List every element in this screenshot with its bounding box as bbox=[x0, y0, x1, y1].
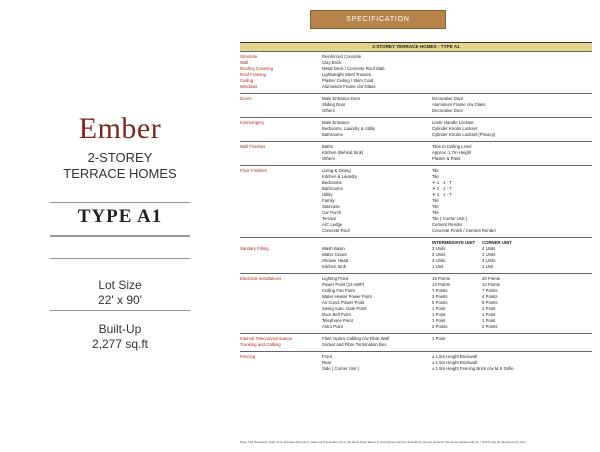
house-type-title: TYPE A1 bbox=[77, 206, 163, 227]
built-up-label: Built-Up bbox=[98, 322, 142, 336]
lot-size-label: Lot Size bbox=[98, 278, 142, 292]
spec-value: Decorative Door bbox=[432, 96, 464, 101]
spec-value: ✶ 1 · 1 · T bbox=[432, 186, 452, 191]
spec-category: Trunking and Cabling bbox=[240, 342, 281, 347]
lot-size-value: 22' x 90' bbox=[98, 293, 142, 307]
spec-item: Staircase bbox=[322, 204, 340, 209]
spec-value: 3 Points bbox=[432, 294, 448, 299]
spec-value: Tile bbox=[432, 174, 439, 179]
spec-row bbox=[240, 132, 592, 138]
spec-value: 1 Point bbox=[432, 318, 446, 323]
spec-item: Concrete Roof bbox=[322, 228, 350, 233]
spec-section bbox=[240, 165, 592, 237]
spec-value: ± 1.5m Height Brickwall bbox=[432, 360, 477, 365]
spec-row bbox=[240, 108, 592, 114]
spec-value: 7 Points bbox=[432, 288, 448, 293]
spec-category: Wall Finishes bbox=[240, 144, 266, 149]
spec-item: Terrace bbox=[322, 216, 337, 221]
spec-item: Family bbox=[322, 198, 335, 203]
spec-value: ✶ 1 · 1 · T bbox=[432, 192, 452, 197]
spec-row bbox=[240, 228, 592, 234]
spec-value-corner: 1 Unit bbox=[482, 264, 494, 269]
spec-item: Rear bbox=[322, 360, 332, 365]
spec-category: Ceiling bbox=[240, 78, 254, 83]
spec-value-corner: 2 Points bbox=[482, 324, 498, 329]
spec-item: Front bbox=[322, 354, 333, 359]
spec-category: Electrical Installations bbox=[240, 276, 282, 281]
spec-value: Aluminium Frame c/w Glass bbox=[432, 102, 486, 107]
spec-value: Cylinder Knobs Lockset bbox=[432, 126, 478, 131]
spec-value: Decorative Door bbox=[432, 108, 464, 113]
spec-category: Roofing Covering bbox=[240, 66, 274, 71]
spec-value-corner: 1 Point bbox=[482, 312, 496, 317]
spec-item: Swing Auto. Gate Point bbox=[322, 306, 367, 311]
spec-item: Wash Basin bbox=[322, 246, 345, 251]
spec-value: 5 Points bbox=[432, 300, 448, 305]
spec-value: Tile bbox=[432, 198, 439, 203]
spec-section bbox=[240, 93, 592, 117]
spec-category: Doors bbox=[240, 96, 252, 101]
spec-item: Shower Head bbox=[322, 258, 349, 263]
spec-section bbox=[240, 141, 592, 165]
divider bbox=[50, 202, 190, 203]
spec-value: 3 Units bbox=[432, 246, 446, 251]
table-header: 2-STOREY TERRACE HOMES - TYPE A1 bbox=[240, 42, 592, 51]
built-up-value: 2,277 sq.ft bbox=[91, 337, 149, 351]
brand-logo: Ember bbox=[78, 112, 162, 145]
spec-value: Cylinder Knobs Lockset (Privacy) bbox=[432, 132, 496, 137]
spec-category: Floor Finishes bbox=[240, 168, 267, 173]
spec-value: 3 Units bbox=[432, 252, 446, 257]
spec-value: 3 Units bbox=[432, 258, 446, 263]
spec-item: Fibre Optics Cabling c/w Fibre Wall bbox=[322, 336, 389, 341]
spec-value: Approx. 1.7m Height bbox=[432, 150, 472, 155]
spec-item: Kitchen (Behind Sink) bbox=[322, 150, 364, 155]
spec-item: Air Cond. Power Point bbox=[322, 300, 365, 305]
spec-value: Tile ( Corner Unit ) bbox=[432, 216, 468, 221]
spec-value-corner: 20 Points bbox=[482, 276, 500, 281]
specification-table bbox=[240, 42, 592, 375]
divider bbox=[50, 258, 190, 259]
spec-item: Power Point (13 AMP) bbox=[322, 282, 365, 287]
spec-value-corner: 7 Points bbox=[482, 288, 498, 293]
spec-row bbox=[240, 84, 592, 90]
spec-value-corner: 4 Units bbox=[482, 246, 496, 251]
spec-item: Plaster Ceiling / Skim Coat bbox=[322, 78, 374, 83]
spec-item: Door Bell Point bbox=[322, 312, 351, 317]
footnote: Note: The Developer shall, at its absolute discretion, make such amendments to the items listed above in accordance with the description set out below for the items marked with an * which may be altered at any time. bbox=[240, 440, 527, 444]
spec-item: Water Closet bbox=[322, 252, 347, 257]
spec-item: Lightweight Steel Trusses bbox=[322, 72, 371, 77]
spec-value-corner: 5 Points bbox=[482, 300, 498, 305]
spec-value: Lever Handle Lockset bbox=[432, 120, 474, 125]
spec-section bbox=[240, 117, 592, 141]
spec-item: Bedrooms bbox=[322, 180, 342, 185]
spec-row bbox=[240, 366, 592, 372]
spec-item: Bedrooms, Laundry & Utility bbox=[322, 126, 376, 131]
spec-category: Roof Framing bbox=[240, 72, 267, 77]
spec-value-corner: 13 Points bbox=[482, 282, 500, 287]
built-up bbox=[0, 322, 240, 352]
spec-row bbox=[240, 156, 592, 162]
spec-value: ✶ 1 · 1 · T bbox=[432, 180, 452, 185]
spec-item: Living & Dining bbox=[322, 168, 351, 173]
spec-value: Plaster & Paint bbox=[432, 156, 461, 161]
spec-row bbox=[240, 324, 592, 330]
spec-value: 19 Points bbox=[432, 276, 450, 281]
spec-item: Clay Brick bbox=[322, 60, 342, 65]
subtitle-line-2: TERRACE HOMES bbox=[63, 166, 177, 181]
spec-item: Kitchen & Laundry bbox=[322, 174, 358, 179]
spec-item: Side ( Corner Unit ) bbox=[322, 366, 360, 371]
spec-value-corner: 4 Units bbox=[482, 258, 496, 263]
spec-section bbox=[240, 51, 592, 93]
spec-category: Structure bbox=[240, 54, 258, 59]
spec-item: Aluminium Frame c/w Glass bbox=[322, 84, 376, 89]
spec-value-corner: 1 Point bbox=[482, 318, 496, 323]
spec-value: Tile bbox=[432, 168, 439, 173]
spec-value: 1 Point bbox=[432, 336, 446, 341]
spec-item: Others bbox=[322, 156, 335, 161]
spec-value: Cement Render bbox=[432, 222, 463, 227]
subtitle-line-1: 2-STOREY bbox=[87, 150, 153, 165]
spec-item: Socket and Fibre Termination Box bbox=[322, 342, 387, 347]
spec-value-corner: 4 Units bbox=[482, 252, 496, 257]
spec-value: 1 Point bbox=[432, 312, 446, 317]
spec-value-corner: 4 Points bbox=[482, 294, 498, 299]
spec-item: Ceiling Fan Point bbox=[322, 288, 355, 293]
spec-value: 1 Unit bbox=[432, 264, 444, 269]
left-panel bbox=[0, 0, 240, 452]
spec-item: Utility bbox=[322, 192, 333, 197]
spec-item: Astro Point bbox=[322, 324, 344, 329]
spec-value: Tiles to Ceiling Level bbox=[432, 144, 472, 149]
divider bbox=[50, 310, 190, 311]
spec-section bbox=[240, 333, 592, 351]
spec-value: Concrete Finish / Cement Render bbox=[432, 228, 497, 233]
spec-item: Baths bbox=[322, 144, 333, 149]
spec-item: Others bbox=[322, 108, 335, 113]
spec-item: Reinforced Concrete bbox=[322, 54, 362, 59]
spec-row bbox=[240, 264, 592, 270]
spec-category: Fencing bbox=[240, 354, 256, 359]
spec-item: Water Heater Power Point bbox=[322, 294, 372, 299]
spec-value: 13 Points bbox=[432, 282, 450, 287]
spec-item: Kitchen Sink bbox=[322, 264, 346, 269]
spec-item: Telephone Point bbox=[322, 318, 353, 323]
spec-category: Internal Telecommunication bbox=[240, 336, 293, 341]
spec-row bbox=[240, 342, 592, 348]
spec-category: Windows bbox=[240, 84, 258, 89]
spec-value: 1 Point bbox=[432, 306, 446, 311]
spec-item: Metal Deck / Concrete Roof Slab bbox=[322, 66, 385, 71]
spec-category: Ironmongery bbox=[240, 120, 265, 125]
spec-item: Sliding Door bbox=[322, 102, 346, 107]
spec-value-corner: 1 Point bbox=[482, 306, 496, 311]
spec-item: Bathrooms bbox=[322, 186, 343, 191]
spec-item: Main Entrance Door bbox=[322, 96, 361, 101]
divider bbox=[50, 235, 190, 237]
spec-section bbox=[240, 351, 592, 375]
spec-value-corner: CORNER UNIT bbox=[482, 240, 512, 245]
spec-category: Wall bbox=[240, 60, 249, 65]
spec-value: ± 1.5m Height Fencing Brick c/w M.S Grille bbox=[432, 366, 514, 371]
spec-value: Tile bbox=[432, 204, 439, 209]
spec-section bbox=[240, 273, 592, 333]
specification-banner: SPECIFICATION bbox=[310, 10, 446, 29]
lot-size bbox=[0, 278, 240, 308]
spec-value: Tile bbox=[432, 210, 439, 215]
spec-section bbox=[240, 237, 592, 273]
spec-item: Lighting Point bbox=[322, 276, 349, 281]
spec-item: Car Porch bbox=[322, 210, 342, 215]
spec-category: Sanitary Fitting bbox=[240, 246, 269, 251]
spec-value: 2 Points bbox=[432, 324, 448, 329]
spec-item: A/C Ledge bbox=[322, 222, 343, 227]
spec-item: Main Entrance bbox=[322, 120, 350, 125]
spec-item: Bathrooms bbox=[322, 132, 343, 137]
brand-subtitle bbox=[0, 150, 240, 182]
spec-value: INTERMEDIATE UNIT bbox=[432, 240, 476, 245]
spec-value: ± 1.5m Height Brickwall bbox=[432, 354, 477, 359]
